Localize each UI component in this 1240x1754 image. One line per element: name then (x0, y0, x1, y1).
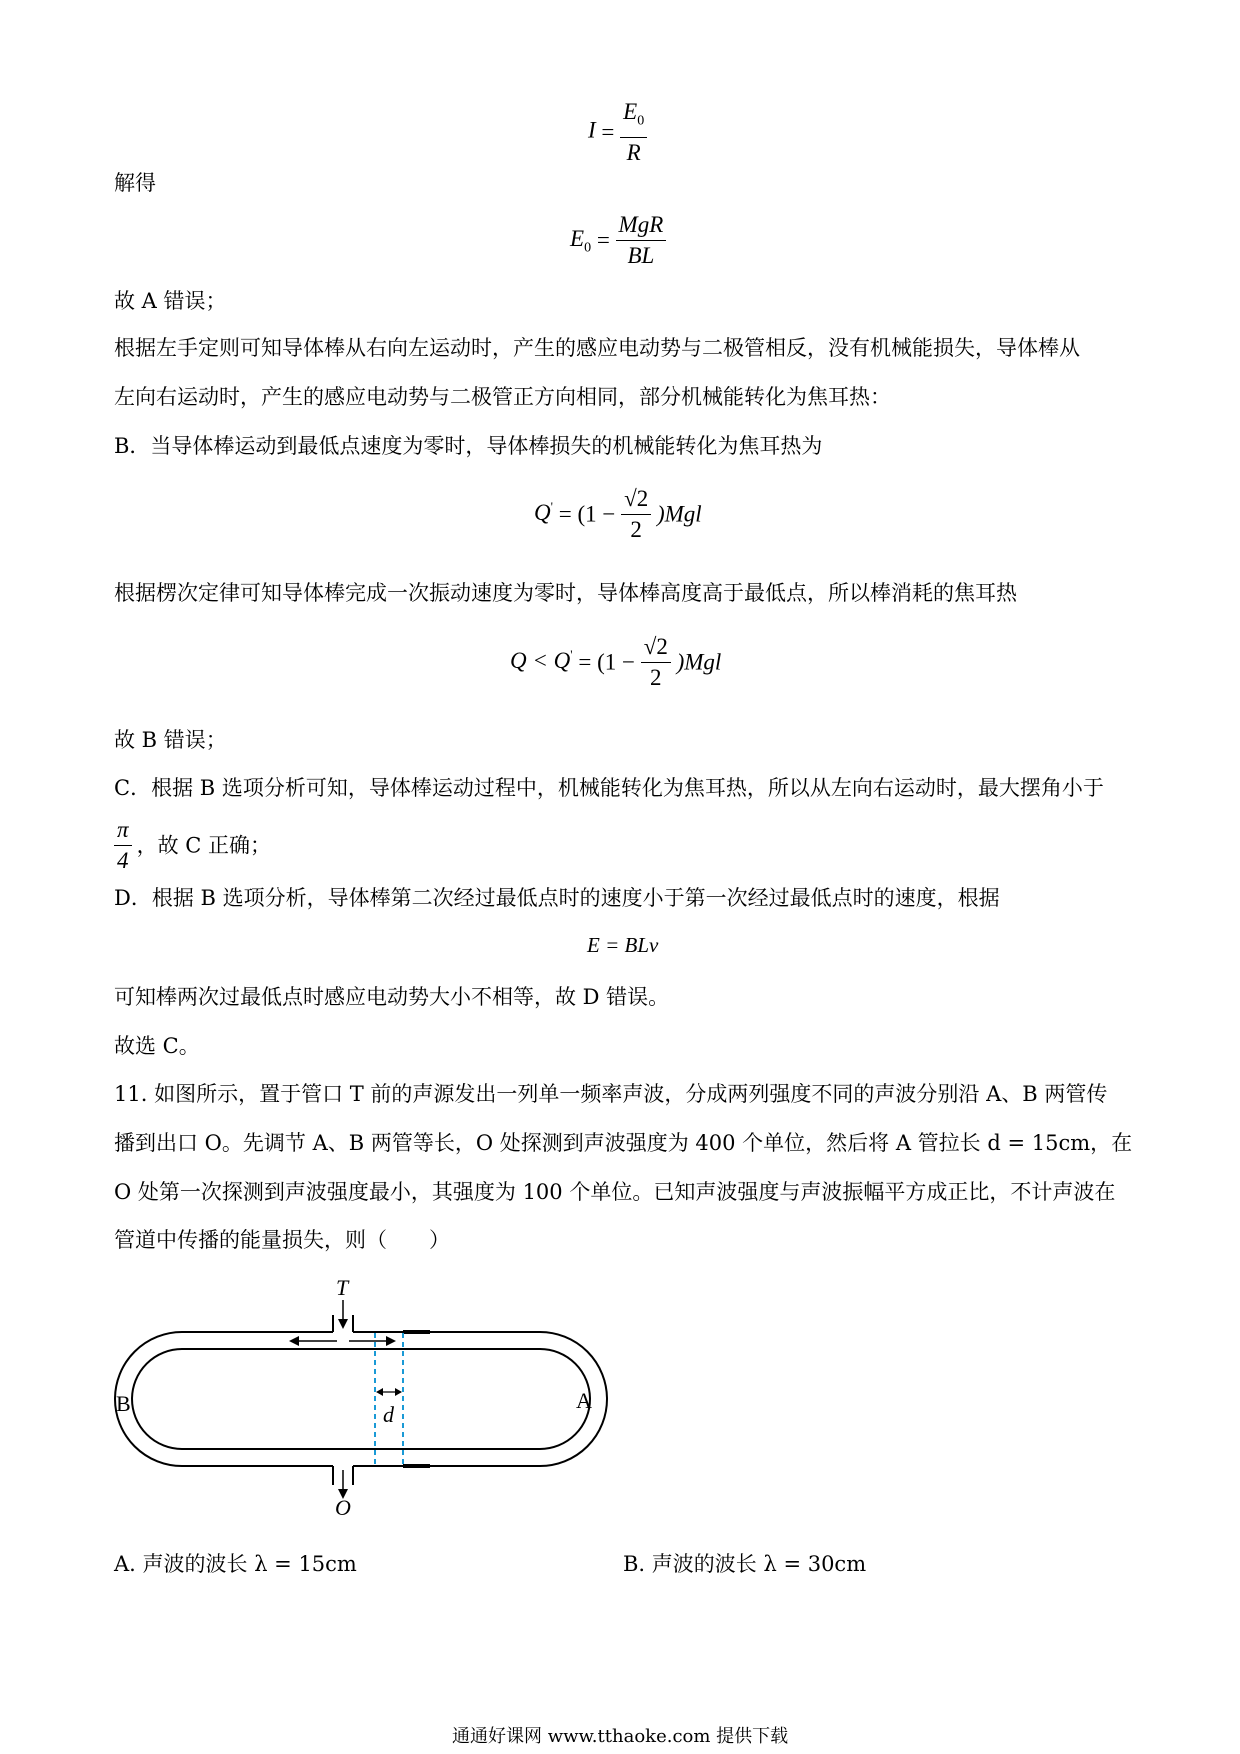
option-c-line2 (114, 815, 271, 876)
label-A: A (576, 1388, 592, 1413)
d-arrowhead-right (395, 1388, 402, 1396)
inlet-arrowhead (338, 1319, 348, 1329)
denominator: 4 (117, 848, 129, 873)
text-option-d-line: D．根据 B 选项分析，导体棒第二次经过最低点时的速度小于第一次经过最低点时的速度，根据 (114, 886, 1000, 910)
label-O: O (335, 1495, 351, 1515)
prime-mark: ' (570, 647, 573, 663)
question-11-line2: 播到出口 O。先调节 A、B 两管等长，O 处探测到声波强度为 400 个单位，然后将 A 管拉长 d = 15cm，在 (114, 1131, 1133, 1155)
numerator: π (114, 815, 132, 846)
denominator: R (626, 139, 641, 165)
text-d-conclusion: 可知棒两次过最低点时感应电动势大小不相等，故 D 错误。 (114, 985, 670, 1009)
label-d: d (383, 1402, 394, 1427)
text-paragraph-line2: 左向右运动时，产生的感应电动势与二极管正方向相同，部分机械能转化为焦耳热： (114, 385, 891, 409)
fraction (621, 484, 651, 545)
formula-lhs: Q (534, 499, 551, 525)
formula-eq: = (1 − (558, 501, 622, 527)
formula-current: I = $\frac{E_0}{R}$ (588, 97, 647, 168)
formula-tail: )Mgl (656, 501, 702, 527)
text-lenz-law: 根据楞次定律可知导体棒完成一次振动速度为零时，导体棒高度高于最低点，所以棒消耗的焦耳热 (114, 581, 1017, 605)
question-11-line1: 11. 如图所示，置于管口 T 前的声源发出一列单一频率声波，分成两列强度不同的声波分别沿 A、B 两管传 (114, 1082, 1108, 1106)
formula-emf-blv: E = BLv (587, 933, 659, 957)
text-option-b-analysis: B．当导体棒运动到最低点速度为零时，导体棒损失的机械能转化为焦耳热为 (114, 434, 823, 458)
numerator: E (623, 99, 638, 124)
option-b: B. 声波的波长 λ = 30cm (623, 1552, 867, 1576)
fraction-pi-over-4 (114, 815, 132, 876)
numerator: MgR (616, 210, 667, 241)
split-arrowhead-right (386, 1336, 396, 1346)
inner-tube (132, 1349, 590, 1449)
denominator: 2 (650, 665, 662, 690)
text-a-wrong: 故 A 错误； (114, 289, 227, 313)
text-paragraph-line1: 根据左手定则可知导体棒从右向左运动时，产生的感应电动势与二极管相反，没有机械能损失，导体棒从 (114, 336, 1080, 360)
denominator: BL (627, 243, 655, 268)
formula-lhs: E (570, 225, 585, 251)
formula-lhs: I (588, 117, 596, 143)
text-c-correct: ，故 C 正确； (136, 833, 272, 858)
formula-heat-q-prime (534, 484, 702, 545)
footer-source: 通通好课网 www.tthaoke.com 提供下载 (452, 1726, 789, 1747)
fraction (616, 210, 667, 271)
denominator: 2 (630, 517, 642, 542)
formula-tail: )Mgl (676, 649, 722, 675)
numerator: √2 (621, 484, 651, 515)
outer-tube-top-left (115, 1332, 333, 1466)
split-arrowhead-left (289, 1336, 299, 1346)
tube-diagram (100, 1265, 620, 1515)
fraction (620, 97, 647, 168)
text-choose-c: 故选 C。 (114, 1034, 200, 1058)
subscript: 0 (584, 240, 592, 256)
option-a: A. 声波的波长 λ = 15cm (114, 1552, 357, 1576)
formula-emf: $E_0$ = $\frac{\text{MgR}}{BL}$ (570, 210, 666, 271)
text-b-wrong: 故 B 错误； (114, 728, 227, 752)
label-T: T (336, 1275, 349, 1300)
formula-eq: = (1 − (578, 649, 641, 675)
subscript: 0 (637, 113, 645, 129)
outer-tube-right (353, 1332, 607, 1466)
prime-mark: ' (550, 499, 553, 515)
d-arrowhead-left (376, 1388, 383, 1396)
text-jiede: 解得 (114, 171, 156, 195)
formula-heat-inequality (510, 632, 721, 693)
label-B: B (116, 1391, 131, 1416)
text-option-c-line1: C．根据 B 选项分析可知，导体棒运动过程中，机械能转化为焦耳热，所以从左向右运动时，最大摆角小于 (114, 776, 1104, 800)
fraction (641, 632, 671, 693)
formula-lhs: Q < Q (510, 647, 571, 673)
question-11-line4: 管道中传播的能量损失，则（ ） (114, 1228, 450, 1252)
question-11-line3: O 处第一次探测到声波强度最小，其强度为 100 个单位。已知声波强度与声波振幅平方成正比，不计声波在 (114, 1180, 1116, 1204)
numerator: √2 (641, 632, 671, 663)
